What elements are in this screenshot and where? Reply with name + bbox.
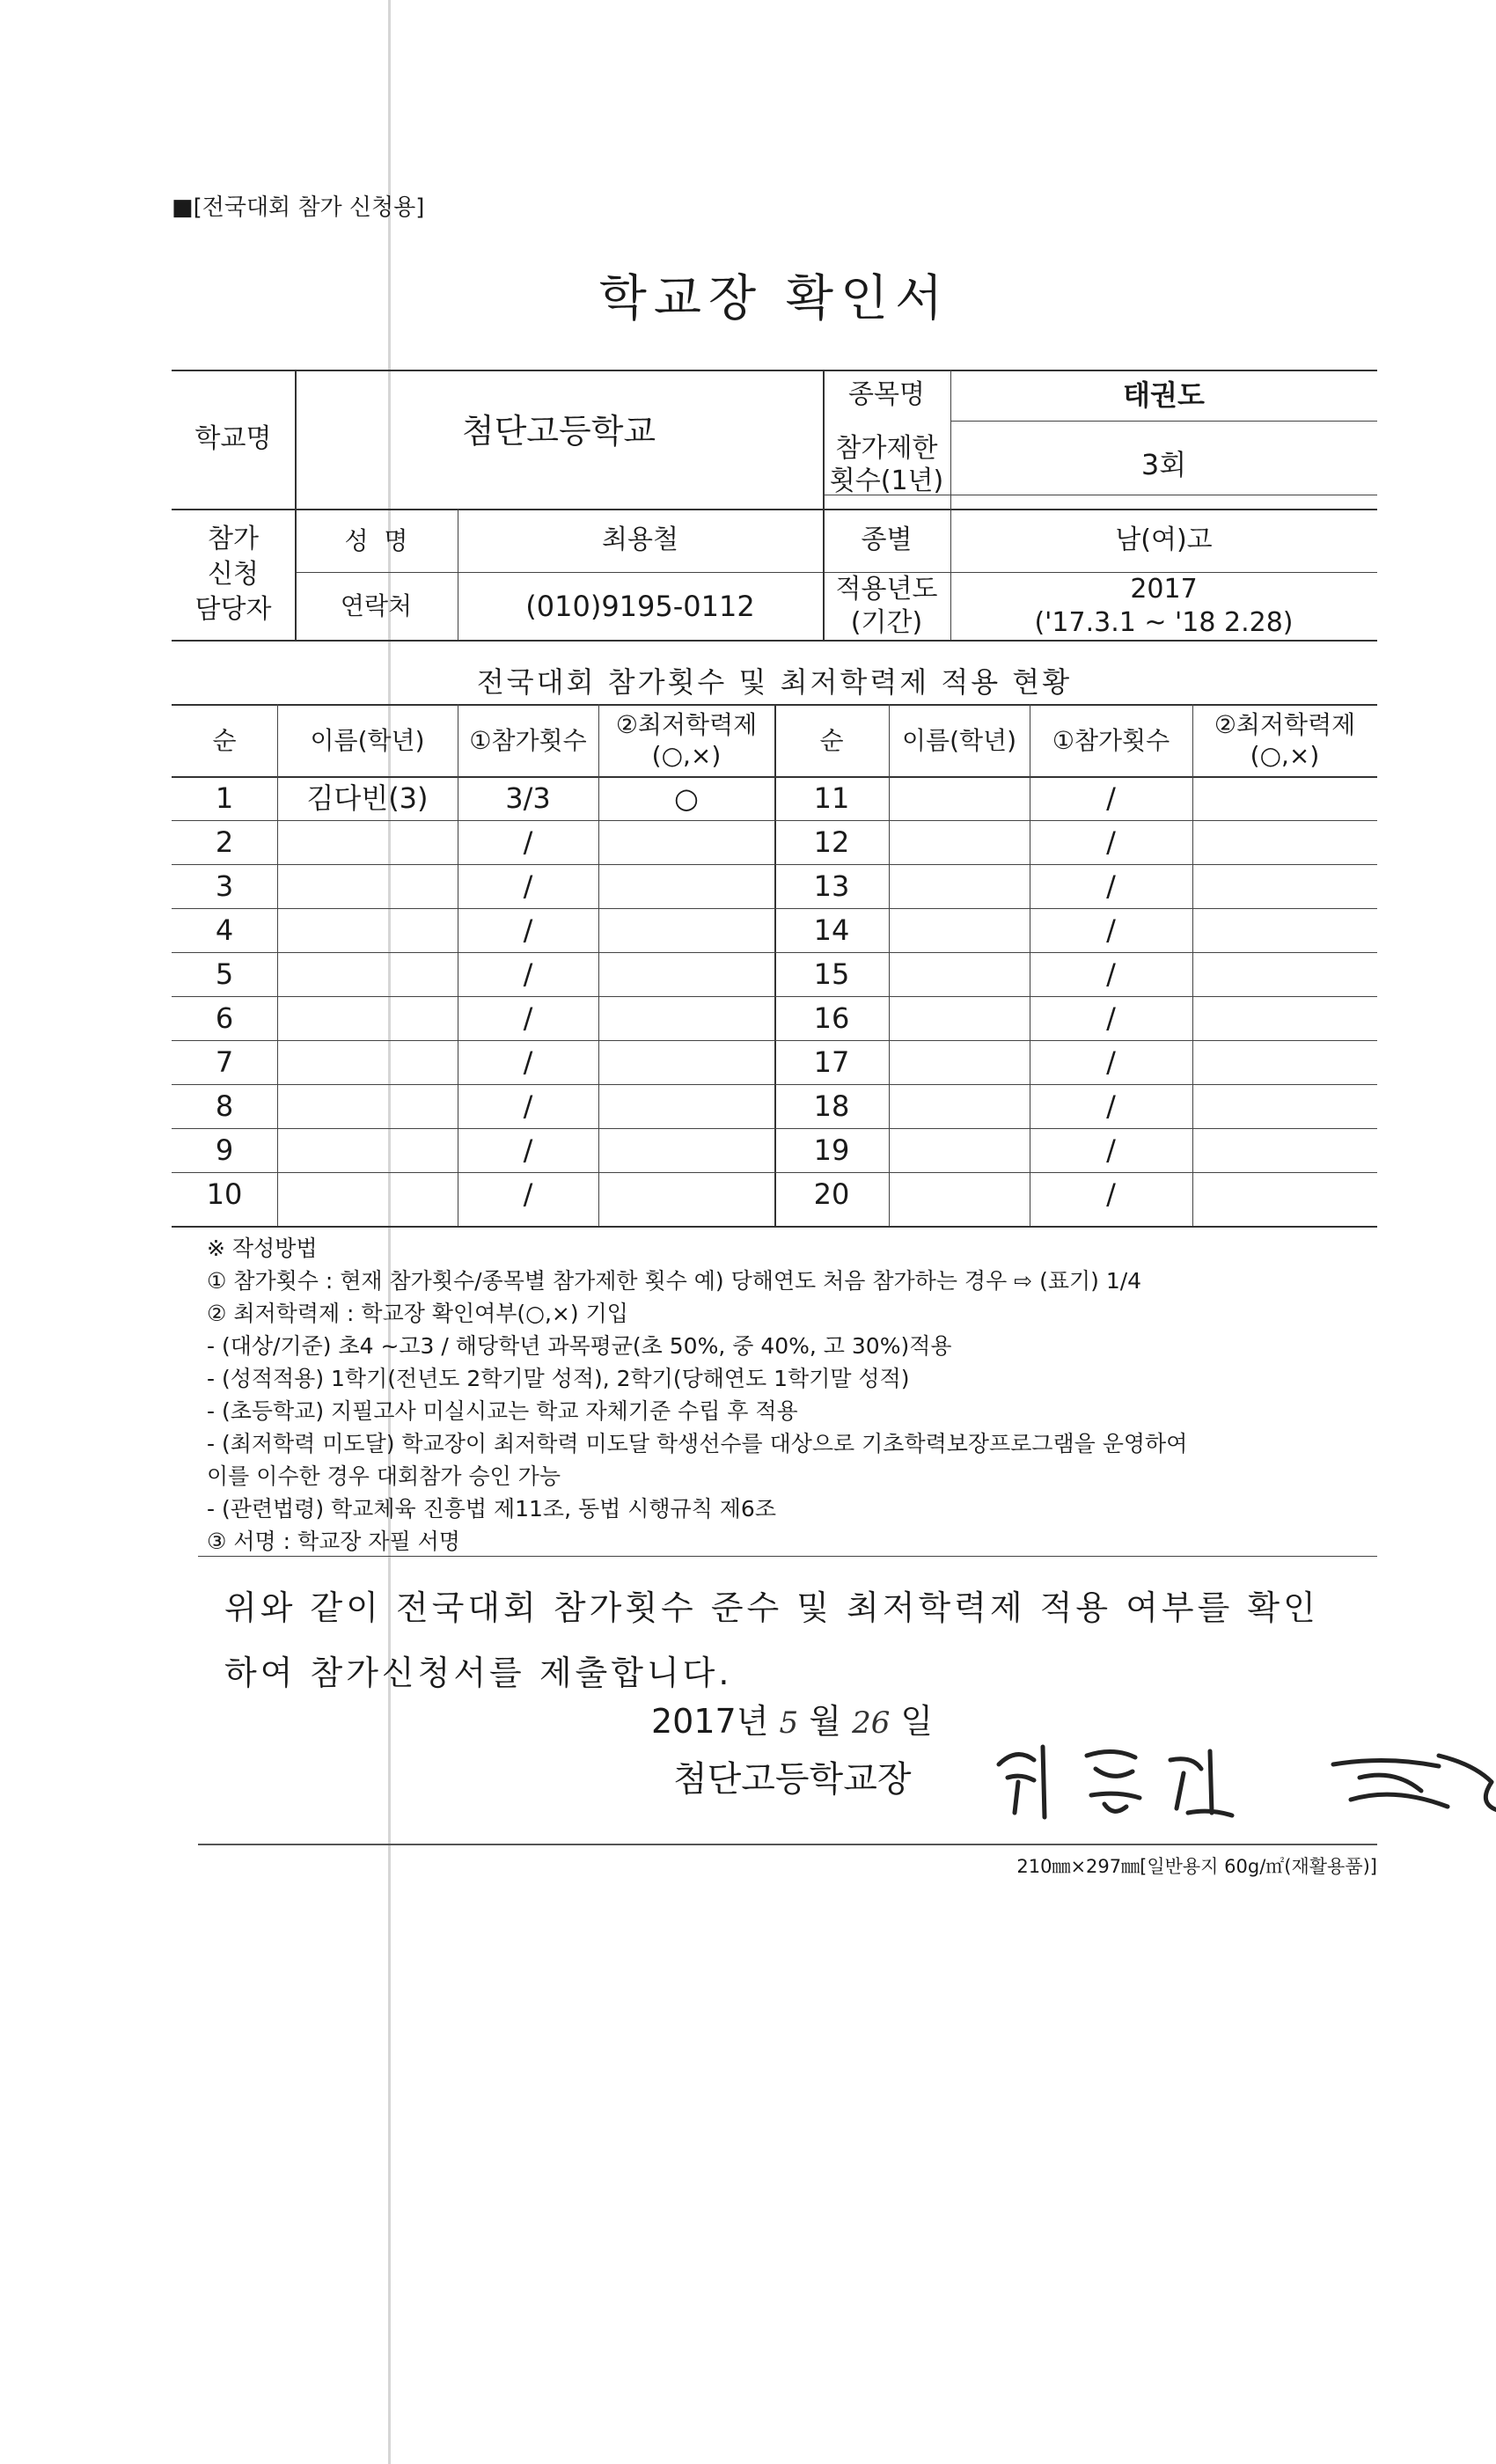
participation-count: / — [1106, 1001, 1116, 1035]
row-number: 19 — [813, 1133, 850, 1167]
participation-count: 3/3 — [505, 781, 551, 815]
row-number: 13 — [813, 869, 850, 903]
participation-count: / — [523, 1001, 533, 1035]
header-cell: 이름(학년) — [901, 725, 1017, 755]
note-line: - (성적적용) 1학기(전년도 2학기말 성적), 2학기(당해연도 1학기말 성적) — [207, 1366, 910, 1391]
principal-signature — [981, 1729, 1496, 1826]
min-academic-check — [1192, 776, 1377, 820]
header-cell: 순 — [212, 725, 237, 755]
note-line: - (초등학교) 지필고사 미실시교는 학교 자체기준 수립 후 적용 — [207, 1398, 798, 1424]
min-academic-check — [598, 996, 774, 1040]
row-number: 11 — [813, 781, 850, 815]
row-number: 14 — [813, 913, 850, 947]
row-number: 5 — [215, 957, 234, 991]
confirmation-statement — [224, 1575, 1386, 1705]
student-name — [277, 1040, 458, 1084]
participation-count: / — [1106, 1133, 1116, 1167]
gender-label: 종별 — [861, 524, 913, 556]
note-line: - (관련법령) 학교체육 진흥법 제11조, 동법 시행규칙 제6조 — [207, 1496, 776, 1522]
row-number: 9 — [215, 1133, 234, 1167]
paper-spec: 210㎜×297㎜[일반용지 60g/㎡(재활용품)] — [1016, 1856, 1377, 1877]
min-academic-check — [1192, 864, 1377, 908]
student-name — [889, 1084, 1030, 1128]
note-line: - (대상/기준) 초4 ~고3 / 해당학년 과목평균(초 50%, 중 40%, 고 30%)적용 — [207, 1333, 952, 1359]
row-number: 2 — [215, 825, 234, 859]
min-academic-check — [598, 820, 774, 864]
min-academic-check — [598, 1128, 774, 1172]
student-name — [889, 1040, 1030, 1084]
student-name — [889, 1172, 1030, 1216]
header-cell: ①참가횟수 — [1052, 725, 1170, 755]
row-number: 20 — [813, 1177, 850, 1211]
student-name — [889, 864, 1030, 908]
row-number: 17 — [813, 1045, 850, 1079]
gender-value: 남(여)고 — [1115, 524, 1213, 556]
form-tag: ■[전국대회 참가 신청용] — [172, 194, 425, 221]
student-name — [889, 820, 1030, 864]
participation-count: / — [1106, 869, 1116, 903]
student-name — [277, 1128, 458, 1172]
row-number: 1 — [215, 781, 234, 815]
min-academic-check — [1192, 996, 1377, 1040]
student-name — [277, 1172, 458, 1216]
statement-line-2: 하여 참가신청서를 제출합니다. — [224, 1654, 733, 1692]
note-line: ③ 서명 : 학교장 자필 서명 — [207, 1529, 460, 1554]
date-month-unit: 월 — [809, 1702, 841, 1741]
row-number: 6 — [215, 1001, 234, 1035]
min-academic-check — [598, 952, 774, 996]
min-academic-check — [598, 864, 774, 908]
year-label: 적용년도 (기간) — [835, 574, 938, 638]
limit-label: 참가제한 횟수(1년) — [829, 432, 944, 496]
writing-instructions — [207, 1232, 1377, 1558]
school-name: 첨단고등학교 — [461, 412, 656, 451]
participation-count: / — [1106, 1089, 1116, 1123]
participation-count: / — [523, 957, 533, 991]
date-day-unit: 일 — [900, 1702, 934, 1741]
student-name — [889, 1128, 1030, 1172]
manager-name: 최용철 — [602, 524, 678, 556]
principal-title: 첨단고등학교장 — [673, 1759, 912, 1800]
note-line: - (최저학력 미도달) 학교장이 최저학력 미도달 학생선수를 대상으로 기초학력보장프로그램을 운영하여 — [207, 1431, 1188, 1456]
student-name — [277, 952, 458, 996]
participation-count: / — [523, 913, 533, 947]
participation-count: / — [523, 1045, 533, 1079]
participation-count: / — [523, 869, 533, 903]
header-cell: 이름(학년) — [310, 725, 425, 755]
min-academic-check: ○ — [674, 781, 699, 815]
min-academic-check — [598, 1084, 774, 1128]
participation-count: / — [1106, 913, 1116, 947]
year-value: 2017 ('17.3.1 ~ '18 2.28) — [1034, 574, 1294, 638]
note-line: ② 최저학력제 : 학교장 확인여부(○,×) 기입 — [207, 1301, 628, 1326]
student-name — [889, 776, 1030, 820]
row-number: 3 — [215, 869, 234, 903]
student-name — [277, 864, 458, 908]
min-academic-check — [1192, 1128, 1377, 1172]
row-number: 16 — [813, 1001, 850, 1035]
header-cell: 순 — [819, 725, 844, 755]
min-academic-check — [1192, 952, 1377, 996]
student-name — [277, 996, 458, 1040]
student-name — [889, 952, 1030, 996]
statement-line-1: 위와 같이 전국대회 참가횟수 준수 및 최저학력제 적용 여부를 확인 — [224, 1588, 1319, 1627]
participation-count: / — [1106, 781, 1116, 815]
row-number: 8 — [215, 1089, 234, 1123]
student-name — [889, 908, 1030, 952]
header-cell: ②최저학력제 (○,×) — [1214, 710, 1356, 770]
row-number: 12 — [813, 825, 850, 859]
contact-label: 연락처 — [340, 591, 413, 620]
participation-count: / — [1106, 1177, 1116, 1211]
student-name — [277, 908, 458, 952]
min-academic-check — [1192, 908, 1377, 952]
participation-count: / — [523, 1133, 533, 1167]
min-academic-check — [1192, 1172, 1377, 1216]
row-number: 7 — [215, 1045, 234, 1079]
min-academic-check — [1192, 1040, 1377, 1084]
event-value: 태권도 — [1123, 378, 1205, 412]
page-title: 학교장 확인서 — [598, 270, 950, 327]
student-name: 김다빈(3) — [306, 781, 429, 815]
note-line: ※ 작성방법 — [207, 1236, 318, 1261]
row-number: 4 — [215, 913, 234, 947]
signing-date — [651, 1694, 933, 1742]
student-name — [277, 820, 458, 864]
school-label: 학교명 — [194, 423, 272, 455]
min-academic-check — [598, 1040, 774, 1084]
min-academic-check — [1192, 1084, 1377, 1128]
participation-count: / — [523, 1177, 533, 1211]
note-line: 이를 이수한 경우 대회참가 승인 가능 — [207, 1463, 561, 1489]
min-academic-check — [1192, 820, 1377, 864]
participation-count: / — [1106, 825, 1116, 859]
participation-count: / — [1106, 957, 1116, 991]
date-day-handwritten: 26 — [852, 1705, 891, 1741]
header-cell: ①참가횟수 — [469, 725, 587, 755]
participation-title: 전국대회 참가횟수 및 최저학력제 적용 현황 — [476, 665, 1073, 699]
student-name — [889, 996, 1030, 1040]
row-number: 15 — [813, 957, 850, 991]
row-number: 18 — [813, 1089, 850, 1123]
date-month-handwritten: 5 — [779, 1705, 799, 1741]
name-label: 성 명 — [344, 525, 408, 555]
event-label: 종목명 — [848, 379, 925, 411]
manager-label: 참가 신청 담당자 — [194, 523, 272, 625]
document-page — [172, 0, 1377, 2464]
header-cell: ②최저학력제 (○,×) — [615, 710, 758, 770]
contact-value: (010)9195-0112 — [525, 589, 755, 623]
student-name — [277, 1084, 458, 1128]
limit-value: 3회 — [1140, 448, 1187, 481]
participation-count: / — [523, 825, 533, 859]
date-year: 2017년 — [651, 1702, 769, 1741]
note-line: ① 참가횟수 : 현재 참가횟수/종목별 참가제한 횟수 예) 당해연도 처음 참가하는 경우 ⇨ (표기) 1/4 — [207, 1268, 1142, 1294]
min-academic-check — [598, 908, 774, 952]
row-number: 10 — [206, 1177, 243, 1211]
participation-count: / — [1106, 1045, 1116, 1079]
participation-count: / — [523, 1089, 533, 1123]
min-academic-check — [598, 1172, 774, 1216]
